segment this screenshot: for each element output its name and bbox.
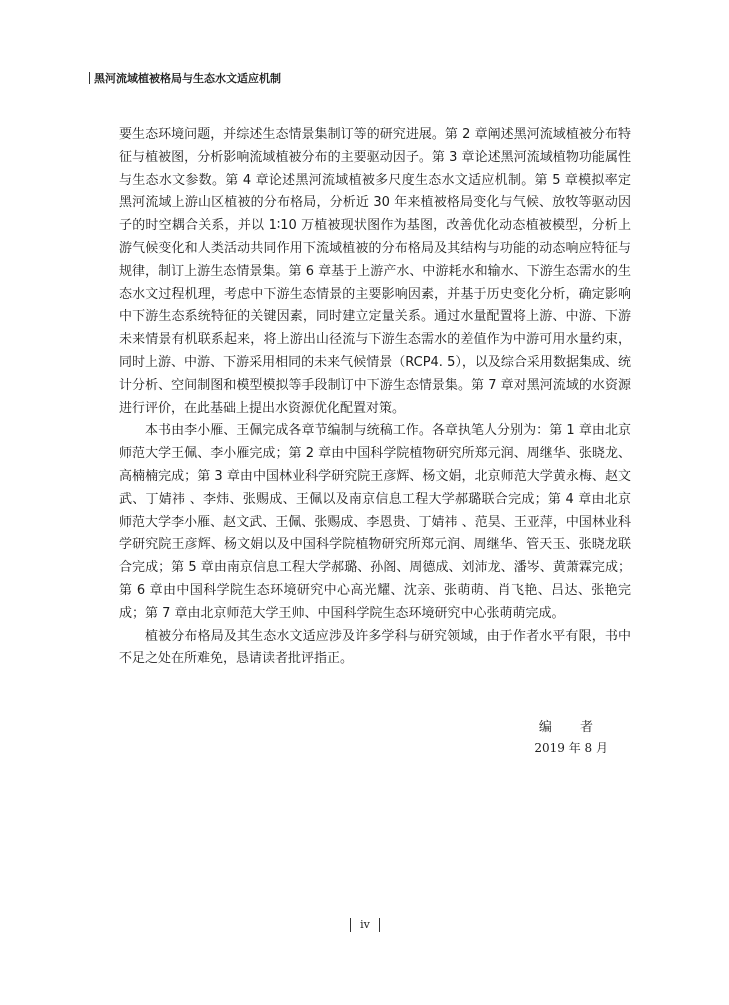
preface-body bbox=[119, 124, 631, 671]
running-title: 黑河流域植被格局与生态水文适应机制 bbox=[94, 72, 281, 85]
paragraph-closing: 植被分布格局及其生态水文适应涉及许多学科与研究领域，由于作者水平有限，书中不足之处在所难免，恳请读者批评指正。 bbox=[119, 628, 631, 667]
paragraph-chapter-overview: 要生态环境问题，并综述生态情景集制订等的研究进展。第 2 章阐述黑河流域植被分布特征与植被图，分析影响流域植被分布的主要驱动因子。第 3 章论述黑河流域植物功能属性与生态水文参数。第 4 章论述黑河流域植被多尺度生态水文适应机制。第 5 章模拟率定黑河流域上游山区植被的分布格局，分析近 30 年来植被格局变化与气候、放牧等驱动因子的时空耦合关系，并以 1∶10 万植被现状图作为基图，改善优化动态植被模型，分析上游气候变化和人类活动共同作用下流域植被的分布格局及其结构与功能的动态响应特征与规律，制订上游生态情景集。第 6 章基于上游产水、中游耗水和输水、下游生态需水的生态水文过程机理，考虑中下游生态情景的主要影响因素，并基于历史变化分析，确定影响中下游生态系统特征的关键因素，同时建立定量关系。通过水量配置将上游、中游、下游未来情景有机联系起来，将上游出山径流与下游生态需水的差值作为中游可用水量约束，同时上游、中游、下游采用相同的未来气候情景（RCP4. 5），以及综合采用数据集成、统计分析、空间制图和模型模拟等手段制订中下游生态情景集。第 7 章对黑河流域的水资源进行评价，在此基础上提出水资源优化配置对策。 bbox=[119, 127, 631, 416]
paragraph-contributors: 本书由李小雁、王佩完成各章节编制与统稿工作。各章执笔人分别为：第 1 章由北京师范大学王佩、李小雁完成；第 2 章由中国科学院植物研究所郑元润、周继华、张晓龙、高楠楠完成；第 3 章由中国林业科学研究院王彦辉、杨文娟，北京师范大学黄永梅、赵文武、丁婧祎 、李炜、张赐成、王佩以及南京信息工程大学郝璐联合完成；第 4 章由北京师范大学李小雁、赵文武、王佩、张赐成、李恩贵、丁婧祎 、范昊、王亚萍，中国林业科学研究院王彦辉、杨文娟以及中国科学院植物研究所郑元润、周继华、管天玉、张晓龙联合完成；第 5 章由南京信息工程大学郝璐、孙阁、周德成、刘沛龙、潘岑、黄萧霖完成；第 6 章由中国科学院生态环境研究中心高光耀、沈亲、张萌萌、肖飞艳、吕达、张艳完成；第 7 章由北京师范大学王帅、中国科学院生态环境研究中心张萌萌完成。 bbox=[119, 423, 631, 621]
footer-left-rule bbox=[350, 918, 351, 932]
footer-right-rule bbox=[379, 918, 380, 932]
signature-date: 2019 年 8 月 bbox=[534, 741, 608, 755]
header-rule bbox=[89, 72, 90, 84]
author-signature: 编 者 bbox=[538, 720, 605, 735]
page-footer bbox=[350, 918, 380, 931]
page-number: iv bbox=[360, 918, 370, 931]
running-header bbox=[89, 70, 281, 86]
